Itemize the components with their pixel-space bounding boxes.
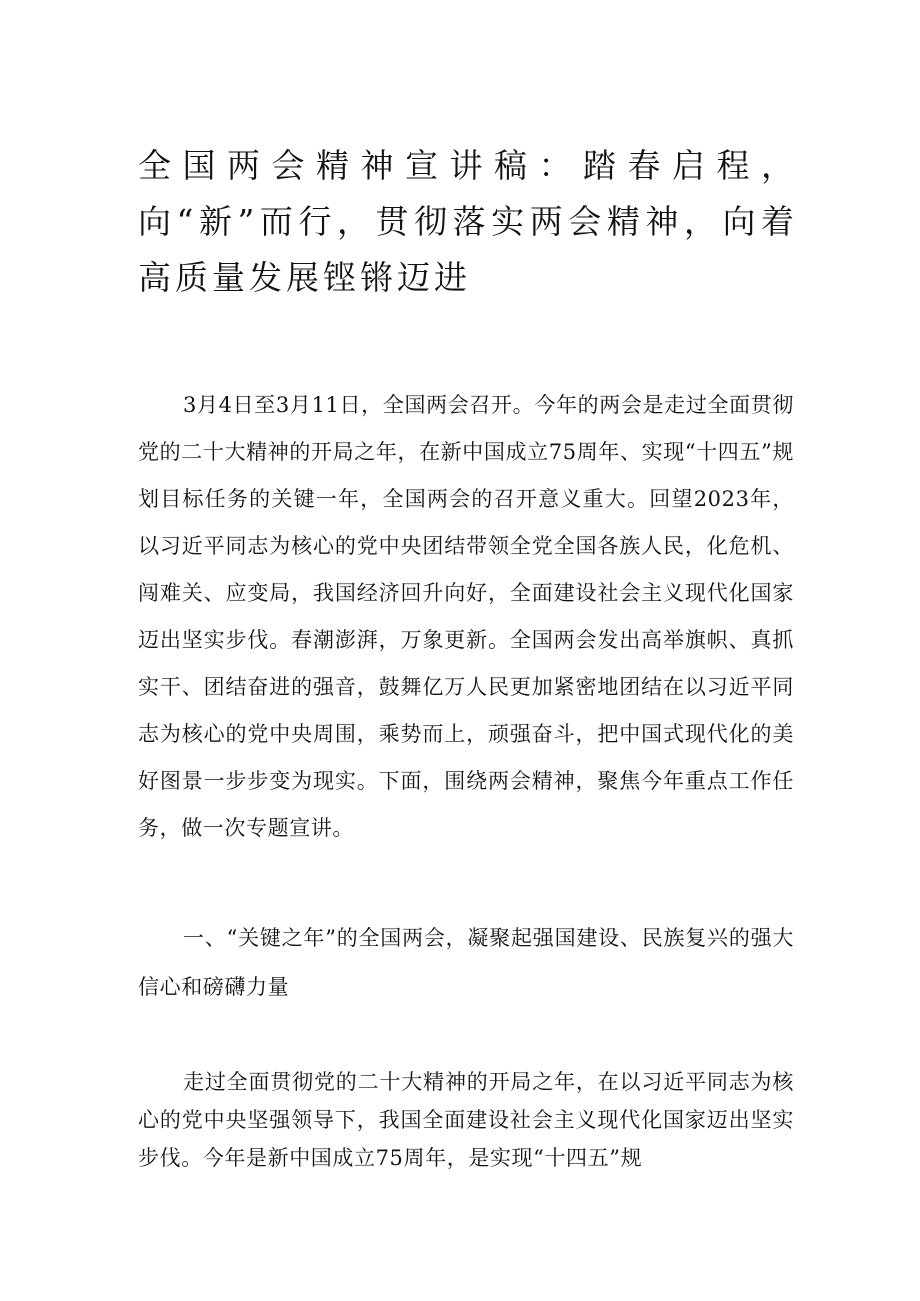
section-paragraph: 走过全面贯彻党的二十大精神的开局之年，在以习近平同志为核心的党中央坚强领导下，我国全面建设社会主义现代化国家迈出坚实步伐。今年是新中国成立75周年，是实现“十四五”规	[138, 1070, 794, 1170]
document-title: 全国两会精神宣讲稿：踏春启程，向“新”而行，贯彻落实两会精神，向着高质量发展铿锵迈进	[138, 146, 798, 297]
intro-paragraph: 3月4日至3月11日，全国两会召开。今年的两会是走过全面贯彻党的二十大精神的开局之年，在新中国成立75周年、实现“十四五”规划目标任务的关键一年，全国两会的召开意义重大。回望2023年，以习近平同志为核心的党中央团结带领全党全国各族人民，化危机、闯难关、应变局，我国经济回升向好，全面建设社会主义现代化国家迈出坚实步伐。春潮澎湃，万象更新。全国两会发出高举旗帜、真抓实干、团结奋进的强音，鼓舞亿万人民更加紧密地团结在以习近平同志为核心的党中央周围，乘势而上，顽强奋斗，把中国式现代化的美好图景一步步变为现实。下面，围绕两会精神，聚焦今年重点工作任务，做一次专题宣讲。	[138, 393, 794, 840]
section-heading: 一、“关键之年”的全国两会，凝聚起强国建设、民族复兴的强大信心和磅礴力量	[138, 926, 794, 999]
